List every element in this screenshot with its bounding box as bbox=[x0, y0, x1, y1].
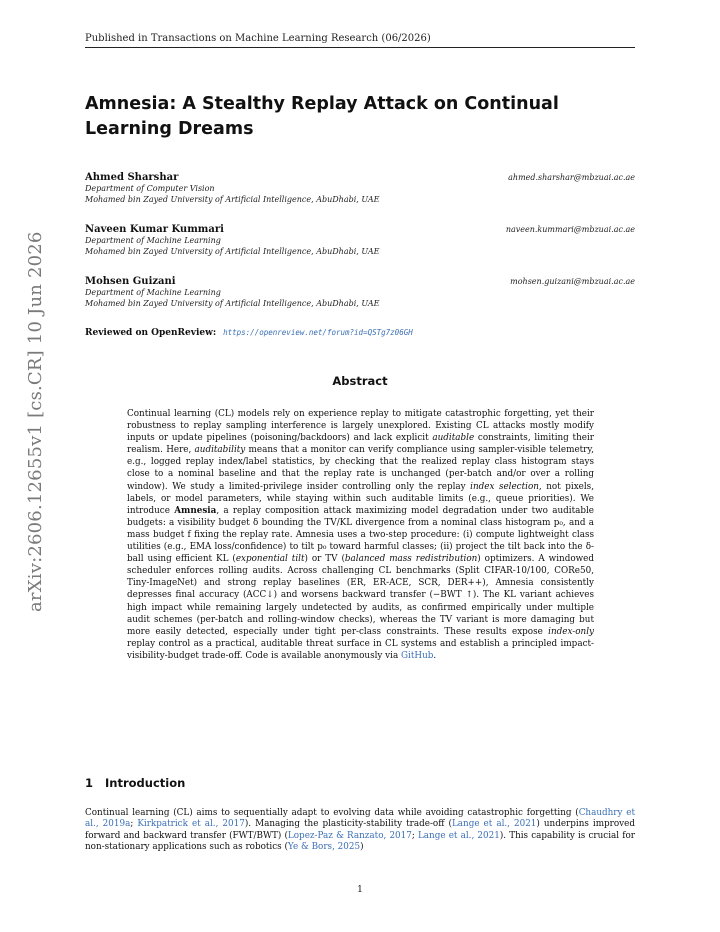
abstract-heading: Abstract bbox=[332, 374, 388, 388]
abstract-emph: auditable bbox=[432, 433, 475, 444]
abstract-text: means that a monitor can verify compliance using sampler-visible telemetry, e.g., logged replay index/label statistics, by checking that the realized replay class histogram stays close to a nominal baseline and that the replay rate is unchanged (per-batch and/or over a rolling window). We study a limited-privilege insider controlling only the replay bbox=[127, 445, 594, 492]
author-department: Department of Machine Learning bbox=[85, 236, 221, 245]
citation-link[interactable]: Ye & Bors, 2025 bbox=[287, 842, 361, 853]
abstract-text: Continual learning (CL) models rely on experience replay to mitigate catastrophic forgetting, yet their robustness to replay sampling interference is largely unexplored. Existing CL attacks mostly modify inputs or update pipelines (poisoning/backdoors) and lack explicit bbox=[127, 409, 594, 444]
abstract-emph: exponential tilt bbox=[235, 554, 305, 565]
github-link[interactable]: GitHub bbox=[401, 650, 434, 661]
citation-link[interactable]: Lange et al., 2021 bbox=[417, 830, 500, 841]
openreview-link[interactable]: https://openreview.net/forum?id=QSTg7z06GH bbox=[223, 328, 413, 337]
intro-text: ; bbox=[130, 819, 138, 830]
intro-text: Continual learning (CL) aims to sequentially adapt to evolving data while avoiding catastrophic forgetting ( bbox=[85, 808, 579, 818]
abstract-text: replay control as a practical, auditable threat surface in CL systems and establish a principled impact-visibility-budget trade-off. Code is available anonymously via bbox=[127, 638, 594, 661]
abstract-text: , not pixels, labels, or model parameters, while staying within such auditable limits (e.g., queue priorities). We introduce bbox=[127, 481, 594, 516]
author-block bbox=[85, 224, 635, 257]
abstract-emph: balanced mass redistribution bbox=[344, 554, 478, 565]
review-line bbox=[85, 328, 413, 338]
citation-link[interactable]: Lange et al., 2021 bbox=[451, 819, 537, 830]
abstract-emph: index selection bbox=[470, 481, 539, 492]
author-block bbox=[85, 172, 635, 205]
section-title: Introduction bbox=[105, 776, 186, 790]
author-block bbox=[85, 276, 635, 309]
section-number: 1 bbox=[85, 776, 94, 790]
abstract-text: constraints, limiting their realism. Here, bbox=[127, 433, 594, 456]
author-university: Mohamed bin Zayed University of Artificial Intelligence, AbuDhabi, UAE bbox=[85, 299, 380, 308]
author-email[interactable]: mohsen.guizani@mbzuai.ac.ae bbox=[510, 277, 635, 286]
citation-link[interactable]: Lopez-Paz & Ranzato, 2017 bbox=[287, 830, 412, 841]
introduction-paragraph bbox=[85, 808, 635, 854]
abstract-emph: auditability bbox=[194, 445, 246, 456]
author-email[interactable]: naveen.kummari@mbzuai.ac.ae bbox=[505, 225, 635, 234]
author-name: Naveen Kumar Kummari bbox=[85, 224, 224, 235]
abstract-text: , a replay composition attack maximizing model degradation under two auditable budgets: a visibility budget δ bounding the TV/KL divergence from a nominal class histogram p₀, and a mass budget f fixing the replay rate. Amnesia uses a two-step procedure: (i) compute lightweight class utilities (e.g., EMA loss/confidence) to tilt p₀ toward harmful classes; (ii) project the tilt back into the δ-ball using efficient KL ( bbox=[127, 505, 594, 565]
arxiv-stamp: arXiv:2606.12655v1 [cs.CR] 10 Jun 2026 bbox=[25, 231, 46, 612]
citation-link[interactable]: Chaudhry et al., 2019a bbox=[85, 808, 635, 830]
intro-text: ). Managing the plasticity-stability trade-off ( bbox=[244, 819, 452, 830]
intro-text: ; bbox=[411, 830, 418, 841]
author-university: Mohamed bin Zayed University of Artificial Intelligence, AbuDhabi, UAE bbox=[85, 247, 380, 256]
abstract-emph: index-only bbox=[548, 626, 594, 637]
author-department: Department of Machine Learning bbox=[85, 288, 221, 297]
paper-title: Amnesia: A Stealthy Replay Attack on Continual Learning Dreams bbox=[85, 94, 559, 139]
citation-link[interactable]: Kirkpatrick et al., 2017 bbox=[137, 819, 245, 830]
abstract-text: ) or TV ( bbox=[304, 554, 345, 565]
intro-text: ). This capability is crucial for non-stationary applications such as robotics ( bbox=[85, 830, 635, 853]
review-label: Reviewed on OpenReview: bbox=[85, 328, 217, 338]
abstract-method-name: Amnesia bbox=[174, 505, 217, 516]
abstract-text: . bbox=[433, 650, 437, 661]
abstract-text: ) optimizers. A windowed scheduler enforces rolling audits. Across challenging CL benchmarks (Split CIFAR-10/100, CORe50, Tiny-ImageNet) and strong replay baselines (ER, ER-ACE, SCR, DER++), Amnesia consistently depresses final accuracy (ACC↓) and worsens backward transfer (−BWT ↑). The KL variant achieves high impact while remaining largely undetected by audits, as confirmed empirically under multiple audit schemes (per-batch and rolling-window checks), whereas the TV variant is more damaging but more easily detected, especially under tight per-class constraints. These results expose bbox=[127, 554, 594, 637]
intro-text: ) underpins improved forward and backward transfer (FWT/BWT) ( bbox=[85, 819, 635, 841]
author-name: Ahmed Sharshar bbox=[85, 172, 179, 183]
author-department: Department of Computer Vision bbox=[85, 184, 215, 193]
author-name: Mohsen Guizani bbox=[85, 276, 176, 287]
author-email[interactable]: ahmed.sharshar@mbzuai.ac.ae bbox=[508, 173, 635, 182]
running-header: Published in Transactions on Machine Learning Research (06/2026) bbox=[85, 33, 635, 48]
section-heading bbox=[85, 776, 185, 790]
page-number: 1 bbox=[357, 885, 363, 895]
abstract-body bbox=[127, 408, 594, 662]
intro-text: ) bbox=[360, 842, 364, 853]
author-university: Mohamed bin Zayed University of Artificial Intelligence, AbuDhabi, UAE bbox=[85, 195, 380, 204]
